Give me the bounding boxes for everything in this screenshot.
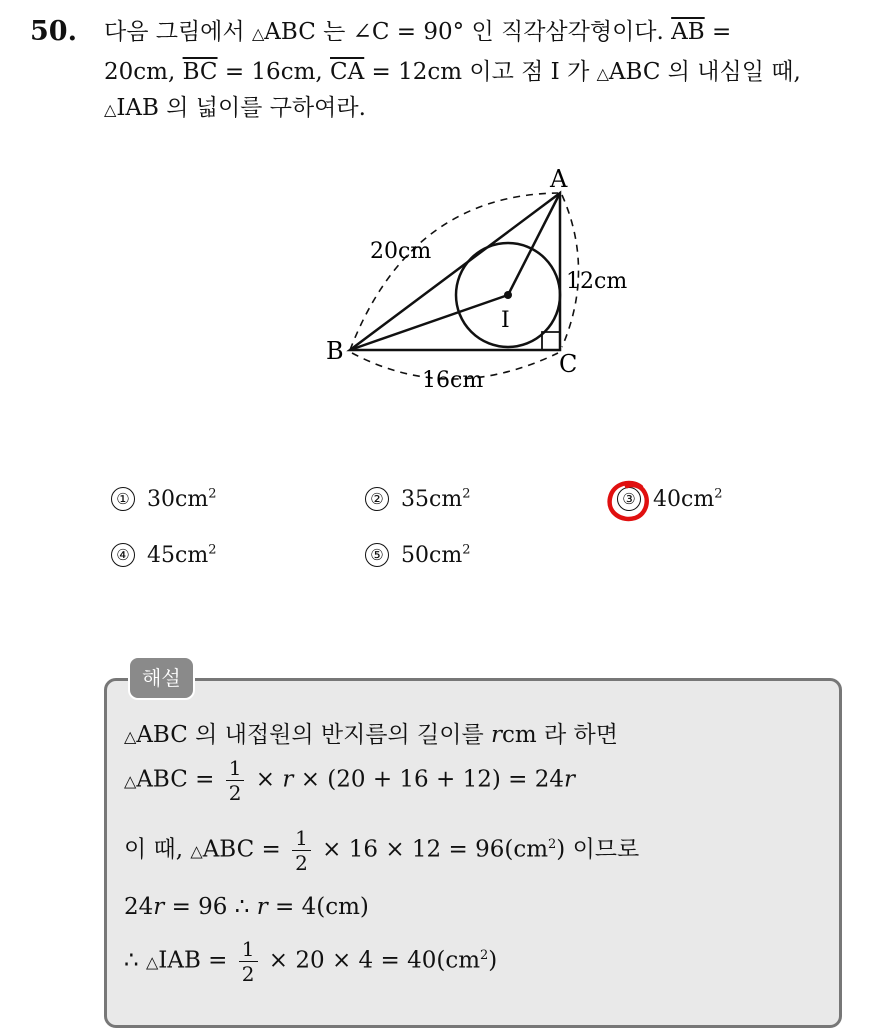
label-ca-length: 12cm — [566, 269, 628, 294]
solution-line-3: 이 때, △ABC = $\frac{1}{2}$ × $16 \times 12 = 96(cm^2)$ 이므로 — [124, 826, 640, 875]
choice-number: ② — [365, 487, 389, 511]
choice-number: ③ — [617, 487, 641, 511]
fraction-one-half: $\frac{1}{2}$ — [292, 826, 311, 875]
label-bc-length: 16cm — [422, 368, 484, 393]
answer-circle-mark — [606, 479, 652, 525]
choice-value: 40cm — [653, 487, 715, 512]
question-line-1 — [104, 17, 731, 49]
triangle-symbol: △ — [104, 100, 117, 119]
triangle-symbol: △ — [596, 64, 609, 83]
right-angle-mark — [542, 332, 560, 350]
question-text: 20cm, — [104, 59, 183, 85]
triangle-abc — [350, 193, 560, 350]
question-line-2 — [104, 57, 801, 89]
question-text: = 12cm 이고 점 I 가 — [364, 59, 597, 85]
segment-ca: $\overline{CA}$ — [330, 59, 365, 85]
label-a: A — [550, 165, 568, 193]
choice-5[interactable]: ⑤ $50cm^2$ — [365, 543, 470, 568]
question-number: 50. — [30, 16, 77, 47]
question-text: = — [704, 19, 732, 45]
fraction-one-half: $\frac{1}{2}$ — [226, 756, 245, 805]
label-ab-length: 20cm — [370, 239, 432, 264]
question-text: IAB 의 넓이를 구하여라. — [116, 95, 366, 121]
solution-line-4: 24r = 96 ∴ r = 4(cm) — [124, 894, 369, 920]
solution-line-2: △ABC = $\frac{1}{2}$ × r × (20 + 16 + 12) = 24r — [124, 756, 575, 805]
choice-2[interactable]: ② $35cm^2$ — [365, 487, 470, 512]
label-b: B — [326, 337, 344, 365]
choice-3[interactable]: ③ $40cm^2$ — [617, 487, 722, 512]
fraction-one-half: $\frac{1}{2}$ — [239, 937, 258, 986]
question-line-3 — [104, 93, 366, 125]
choice-number: ① — [111, 487, 135, 511]
triangle-symbol: △ — [251, 24, 265, 43]
solution-line-5: ∴ △IAB = $\frac{1}{2}$ × $20 \times 4 = 40(cm^2)$ — [124, 937, 498, 986]
choice-value: 35cm — [401, 487, 463, 512]
choice-value: 50cm — [401, 543, 463, 568]
choice-value: 45cm — [147, 543, 209, 568]
label-i: I — [501, 308, 510, 333]
question-text: ABC 는 ∠C = 90° 인 직각삼각형이다. — [264, 19, 672, 45]
triangle-figure — [300, 155, 660, 405]
segment-ab: $\overline{AB}$ — [671, 19, 705, 45]
label-c: C — [559, 350, 578, 378]
question-text: = 16cm, — [217, 59, 331, 85]
choice-1[interactable]: ① $30cm^2$ — [111, 487, 216, 512]
segment-bc: $\overline{BC}$ — [182, 59, 218, 85]
question-text: ABC 의 내심일 때, — [608, 59, 801, 85]
question-text: 다음 그림에서 — [104, 19, 252, 45]
incenter-point — [504, 291, 512, 299]
choice-number: ④ — [111, 543, 135, 567]
choice-number: ⑤ — [365, 543, 389, 567]
choice-4[interactable]: ④ $45cm^2$ — [111, 543, 216, 568]
solution-line-1: △ABC 의 내접원의 반지름의 길이를 rcm 라 하면 — [124, 722, 618, 748]
solution-tag: 해설 — [128, 656, 195, 700]
choice-value: 30cm — [147, 487, 209, 512]
